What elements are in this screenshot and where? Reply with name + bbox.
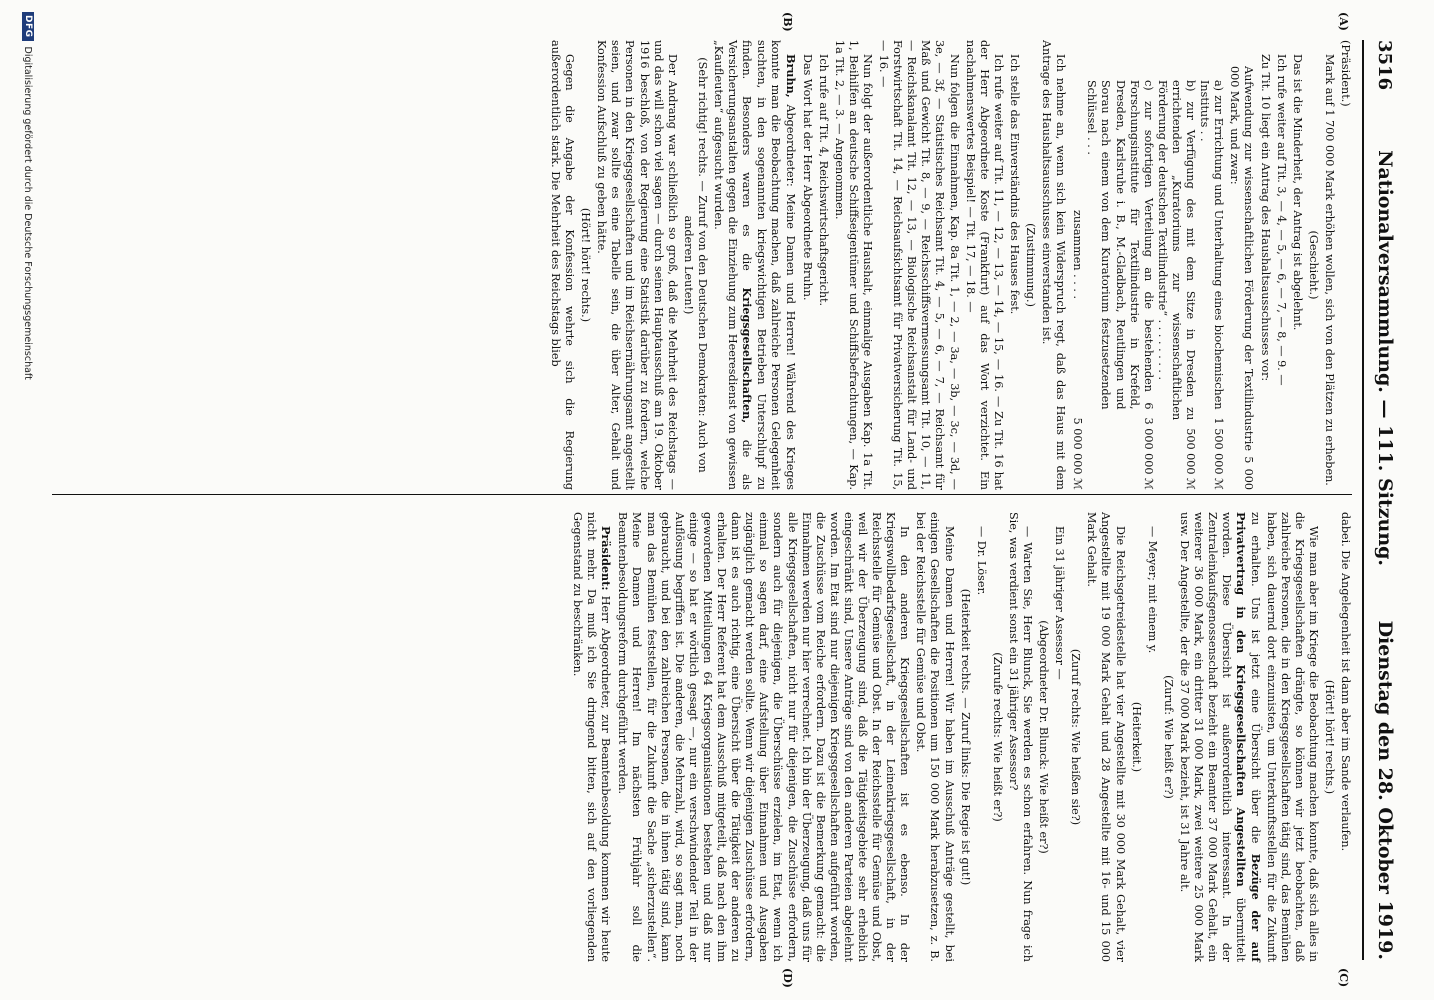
speech-paragraph: Präsident: Herr Abgeordneter, zur Beamtenbesoldung kommen wir heute nicht mehr. Da muß ich Sie dringend bitten, sich auf den vorliegenden Gegenstand zu beschränken.	[571, 512, 614, 962]
session-date: Dienstag den 28. Oktober 1919.	[1374, 620, 1396, 960]
interjection: (Hört! hört! rechts.)	[1322, 679, 1336, 795]
interjection: (Zurufe rechts: Wie heißt er?)	[990, 652, 1004, 822]
speaker-tag: (Präsident.)	[1339, 40, 1352, 107]
budget-heading: Aufwendung zur wissenschaftlichen Förderung der Textilindustrie 5 000 000 Mark, und zwar:	[1228, 66, 1256, 490]
page-header	[1368, 40, 1396, 960]
budget-item-c: c) zur sofortigen Verteilung an die bestehenden 6 Forschungsinstitute für Textilindustrie in Krefeld, Dresden, Karlsruhe i. B., M.-Gladbach, Reutlingen und Sorau nach einem von dem Kuratorium festzusetzenden Schlüssel . . . 3 000 000 ℳ	[1085, 80, 1155, 490]
column-divider	[52, 494, 1352, 495]
page-number: 3516	[1374, 40, 1395, 91]
interjection: (Heiterkeit rechts. — Zuruf links: Die Regie ist gut!)	[958, 588, 972, 886]
interjection: (Hört! hört! rechts.)	[579, 207, 593, 323]
budget-item-a: a) zur Errichtung und Unterhaltung eines biochemischen Instituts . . 1 500 000 ℳ	[1198, 80, 1226, 490]
interjection: (Heiterkeit.)	[1129, 701, 1143, 773]
paragraph: Das Wort hat der Herr Abgeordnete Bruhn.	[800, 54, 814, 301]
interjection: (Sehr richtig! rechts. — Zuruf von den Deutschen Demokraten: Auch von anderen Leuten!)	[681, 57, 709, 473]
paragraph: Wie man aber im Kriege die Beobachtung machen konnte, daß sich alles in die Kriegsgesellschaften drängte, so können wir jetzt beobachten, daß zahlreiche Personen, die in den Kriegsgesellschaften tätig sind, das Bemühen haben, sich dauernd dort einzunisten, um Unterkunftsstellen für die Zukunft zu erhalten. Uns ist jetzt eine Übersicht über die Bezüge der auf Privatvertrag in den Kriegsgesellschaften Angestellten übermittelt worden. Diese Übersicht ist außerordentlich interessant. In der Zentraleinkaufsgenossenschaft bezieht ein Beamter 37 000 Mark Gehalt, ein weiterer 36 000 Mark, ein dritter 31 000 Mark, zwei weitere 25 000 Mark usw. Der Angestellte, der die 37 000 Mark bezieht, ist 31 Jahre alt.	[1177, 512, 1320, 962]
paragraph: Ich nehme an, wenn sich kein Widerspruch regt, daß das Haus mit dem Antrage des Haushaltsausschusses einverstanden ist.	[1040, 40, 1068, 490]
interjection: (Zustimmung.)	[1024, 223, 1038, 307]
speaker-name: Präsident:	[599, 526, 614, 591]
paragraph: Ich rufe auf Tit. 4, Reichswirtschaftsgericht.	[816, 54, 830, 307]
left-column	[546, 40, 1352, 490]
paragraph: — Warten Sie, Herr Blunck, Sie werden es schon erfahren. Nun frage ich Sie, was verdient sonst ein 31 jähriger Assessor?	[1006, 512, 1035, 962]
paragraph: Gegen die Angabe der Konfession wehrte sich die Regierung außerordentlich stark. Die Mehrheit des Reichstags blieb	[549, 40, 577, 490]
dfg-logo: DFG	[22, 12, 34, 41]
paragraph: Ich rufe weiter auf Tit. 3, — 4, — 5, — 6, — 7, — 8, — 9. —	[1274, 54, 1288, 386]
digitization-credit	[22, 12, 34, 988]
paragraph: Zu Tit. 10 liegt ein Antrag des Haushaltsausschusses vor:	[1258, 54, 1272, 382]
margin-marker-b: (B)	[781, 12, 794, 32]
credit-text: Digitalisierung gefördert durch die Deutsche Forschungsgemeinschaft	[22, 46, 34, 380]
speech-paragraph: Bruhn, Abgeordneter: Meine Damen und Herren! Während des Krieges konnte man die Beobachtung machen, daß zahlreiche Personen Gelegenheit suchten, in den sogenannten kriegswichtigen Betrieben Unterschlupf zu finden. Besonders waren es die Kriegsgesellschaften, die als Versicherungsanstalten gegen die Einziehung zum Heeresdienst von gewissen „Kaufleuten“ aufgesucht wurden.	[712, 40, 798, 491]
paragraph: Ich rufe weiter auf Tit. 11, — 12, — 13, — 14, — 15, — 16. — Zu Tit. 16 hat der Herr Abgeordnete Koste (Frankfurt) auf das Wort verzichtet. Ein nachahmenswertes Beispiel! — Tit. 17, — 18. —	[963, 40, 1005, 490]
paragraph: Nun folgen die Einnahmen, Kap. 8a Tit. 1, — 2, — 3a, — 3b, — 3c, — 3d, — 3e, — 3f, — Statistisches Reichsamt Tit. 4, — 5, — 6, — 7, — Reichsamt für Maß und Gewicht Tit. 8, — 9, — Reichsschiffsvermessungsamt Tit. 10, — 11, — Reichskanalamt Tit. 12, — 13, — Biologische Reichsanstalt für Land- und Forstwirtschaft Tit. 14, — Reichsaufsichtsamt für Privatversicherung Tit. 15, — 16. —	[877, 40, 961, 490]
paragraph: — Dr. Löser.	[974, 526, 988, 596]
interjection: (Geschieht.)	[1306, 230, 1320, 300]
interjection: (Abgeordneter Dr. Blunck: Wie heißt er?)	[1037, 620, 1051, 854]
paragraph: dabei. Die Angelegenheit ist dann aber im Sande verlaufen.	[1339, 512, 1352, 852]
budget-sum: zusammen . . . . 5 000 000 ℳ	[1071, 210, 1085, 490]
right-column	[568, 512, 1352, 962]
margin-marker-a: (A)	[1337, 12, 1350, 31]
interjection: (Zuruf: Wie heißt er?)	[1161, 675, 1175, 799]
interjection: (Zuruf rechts: Wie heißen sie?)	[1069, 648, 1083, 826]
paragraph: — Meyer; mit einem y.	[1145, 526, 1159, 654]
budget-item-b: b) zur Verfügung des mit dem Sitze in Dresden zu errichtenden „Kuratoriums zur wissenschaftlichen Förderung der deutschen Textilindustrie“ . . . . . . . . . 500 000 ℳ	[1155, 80, 1198, 490]
paragraph: In den anderen Kriegsgesellschaften ist es ebenso. In der Kriegswollbedarfsgesellschaft, in der Leinenkriegsgesellschaft, in der Reichsstelle für Gemüse und Obst. In der Reichsstelle für Gemüse und Obst, weil wir der Überzeugung sind, daß die Tätigkeitsgebiete sehr erheblich eingeschränkt sind, Unsere Anträge sind von den anderen Parteien abgelehnt worden. Im Etat sind nur diejenigen Kriegsgesellschaften aufgeführt worden, die Zuschüsse vom Reiche erfordern. Dazu ist die Bemerkung gemacht: die Einnahmen werden nur hier verrechnet. Ich bin der Überzeugung, daß uns für alle Kriegsgesellschaften, nicht nur für diejenigen, die Zuschüsse erfordern, sondern auch für diejenigen, die Überschüsse erzielen, im Etat, wenn ich einmal so sagen darf, eine Aufstellung über Einnahmen und Ausgaben zugänglich gemacht werden sollte. Wenn wir diejenigen Zuschüsse erfordern, dann ist es auch richtig, eine Übersicht über die Tätigkeit der anderen zu erhalten. Der Herr Referent hat dem Ausschuß mitgeteilt, daß nach den ihm gewordenen Mitteilungen 64 Kriegsorganisationen bestehen und daß nur einige — so hat er wörtlich gesagt —, nur ein verschwindender Teil in der Auflösung begriffen ist. Die anderen, die Mehrzahl, wird, so sagt man, noch gebraucht, und bei den zahlreichen Personen, die in ihnen tätig sind, kann man das Bemühen feststellen, für die Zukunft die Sache „sicherzustellen“. Meine Damen und Herren! Im nächsten Frühjahr soll die Beamtenbesoldungsreform durchgeführt werden.	[616, 512, 912, 962]
paragraph: Nun folgt der außerordentliche Haushalt, einmalige Ausgaben Kap. 1a Tit. 1, Beihilfen an deutsche Schiffseigentümer und Schiffsbefrachtungen, — Kap. 1a Tit. 2, — 3. — Angenommen.	[832, 40, 874, 490]
header-rule	[1362, 40, 1364, 960]
margin-marker-c: (C)	[1337, 968, 1350, 988]
paragraph: Das ist die Minderheit, der Antrag ist abgelehnt.	[1290, 54, 1304, 331]
speaker-name: Bruhn,	[783, 54, 798, 98]
margin-marker-d: (D)	[781, 968, 794, 988]
paragraph: Ein 31 jähriger Assessor —	[1053, 526, 1067, 680]
paragraph: Ich stelle das Einverständnis des Hauses fest.	[1007, 54, 1021, 315]
paragraph: Der Andrang war schließlich so groß, daß die Mehrheit des Reichstags — und das will schon viel sagen — durch seinen Hauptausschuß am 19. Oktober 1916 beschloß, von der Regierung eine Statistik darüber zu fordern, welche Personen in den Kriegsgesellschaften und im Reichsernährungsamt angestellt seien, und zwar sollte es eine Tabelle sein, die über Alter, Gehalt und Konfession Aufschluß zu geben hätte.	[595, 40, 679, 490]
paragraph: Meine Damen und Herren! Wir haben im Ausschuß Anträge gestellt, bei einigen Gesellschaften die Positionen um 150 000 Mark herabzusetzen, z. B. bei der Reichsstelle für Gemüse und Obst.	[914, 512, 956, 962]
paragraph: Mark auf 1 700 000 Mark erhöhen wollen, sich von den Plätzen zu erheben.	[1322, 54, 1336, 486]
paragraph: Die Reichsgetreidestelle hat vier Angestellte mit 30 000 Mark Gehalt, vier Angestellte mit 19 000 Mark Gehalt und 28 Angestellte mit 16- und 15 000 Mark Gehalt.	[1085, 512, 1127, 962]
page-title: Nationalversammlung. — 111. Sitzung.	[1374, 150, 1396, 567]
